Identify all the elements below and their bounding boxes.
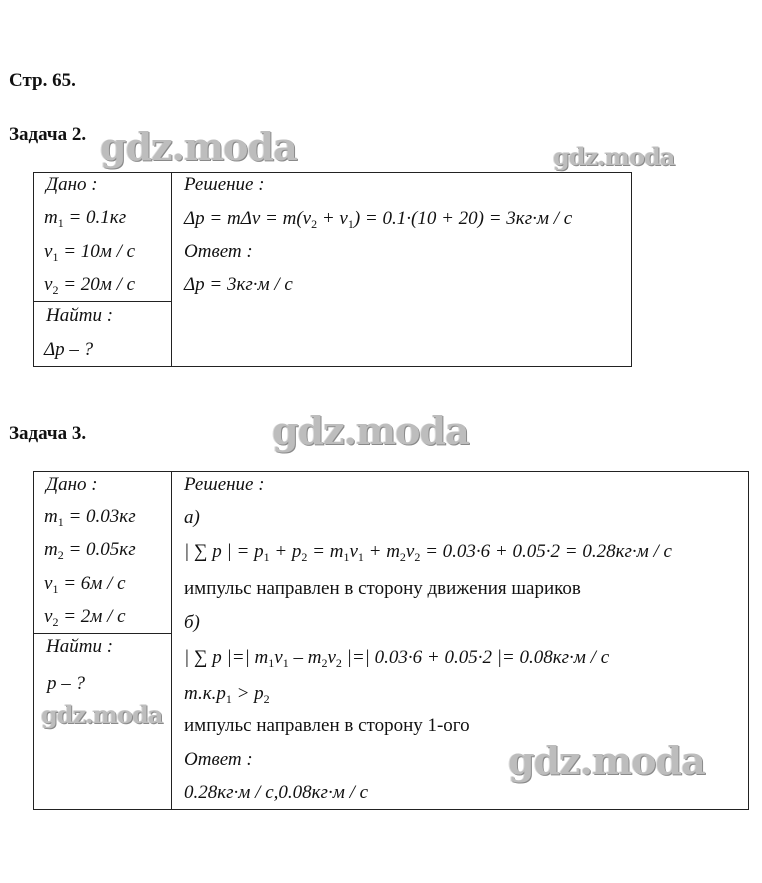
task-3-find-label: Найти :	[46, 636, 114, 657]
task-3-equation-b: | ∑ p |=| $m_1v_1 - m_2v_2$ |=| 0.03·6 + 0.05·2 |= 0.08кг·м / с	[184, 647, 610, 670]
task-2-find-label: Найти :	[46, 305, 114, 326]
watermark-logo: gdz.moda	[100, 124, 297, 169]
task-3-given-m1: $m_1 = 0.03кг$	[44, 506, 136, 529]
task-3-answer: 0.28кг·м / с,0.08кг·м / с	[184, 782, 369, 803]
task-2-given-v1: $v_1 = 10м / с$	[44, 241, 136, 264]
task-2-given-label: Дано :	[46, 174, 98, 195]
task-3-find: p – ?	[47, 673, 85, 694]
task-3-given-separator	[33, 633, 172, 634]
task-3-part-b: б)	[184, 612, 200, 633]
task-3-divider	[171, 471, 172, 809]
task-2-equation: $\Delta p = m\Delta v = m(v_2 + v_1) = 0.1\cdot(10 + 20) = 3кг\cdot м / с$	[184, 208, 573, 231]
task-3-equation-a: | ∑ p | = $p_1 + p_2 = m_1v_1 + m_2v_2 = 0.03\cdot 6 + 0.05\cdot 2 = 0.28кг\cdot м / с$	[184, 541, 672, 564]
watermark-logo: gdz.moda	[272, 408, 469, 453]
task-2-given-v2: $v_2 = 20м / с$	[44, 274, 136, 297]
task-2-divider	[171, 172, 172, 366]
task-2-given-m1: $m_1 = 0.1кг$	[44, 207, 127, 230]
task-3-condition: $т.к.p_1 > p_2$	[184, 683, 270, 706]
task-3-given-v1: $v_1 = 6м / с$	[44, 573, 126, 596]
task-2-given-separator	[33, 301, 172, 302]
task-3-text-a: импульс направлен в сторону движения шариков	[184, 578, 581, 599]
task-3-solution-label: Решение :	[184, 474, 265, 495]
task-2-answer-label: Ответ :	[184, 241, 253, 262]
watermark-logo: gdz.moda	[41, 700, 163, 729]
task-2-title: Задача 2.	[9, 124, 87, 145]
task-3-title: Задача 3.	[9, 423, 87, 444]
watermark-logo: gdz.moda	[508, 738, 705, 783]
task-3-given-m2: $m_2 = 0.05кг$	[44, 539, 136, 562]
task-3-text-b: импульс направлен в сторону 1-ого	[184, 715, 470, 736]
task-2-solution-label: Решение :	[184, 174, 265, 195]
watermark-logo: gdz.moda	[553, 142, 675, 171]
page-number: Стр. 65.	[9, 70, 76, 91]
task-3-given-label: Дано :	[46, 474, 98, 495]
task-2-answer: Δp = 3кг·м / с	[184, 274, 293, 295]
task-2-find: Δp – ?	[44, 339, 94, 360]
task-2-box	[33, 172, 632, 367]
task-3-part-a: а)	[184, 507, 200, 528]
task-3-answer-label: Ответ :	[184, 749, 253, 770]
task-3-given-v2: $v_2 = 2м / с$	[44, 606, 126, 629]
